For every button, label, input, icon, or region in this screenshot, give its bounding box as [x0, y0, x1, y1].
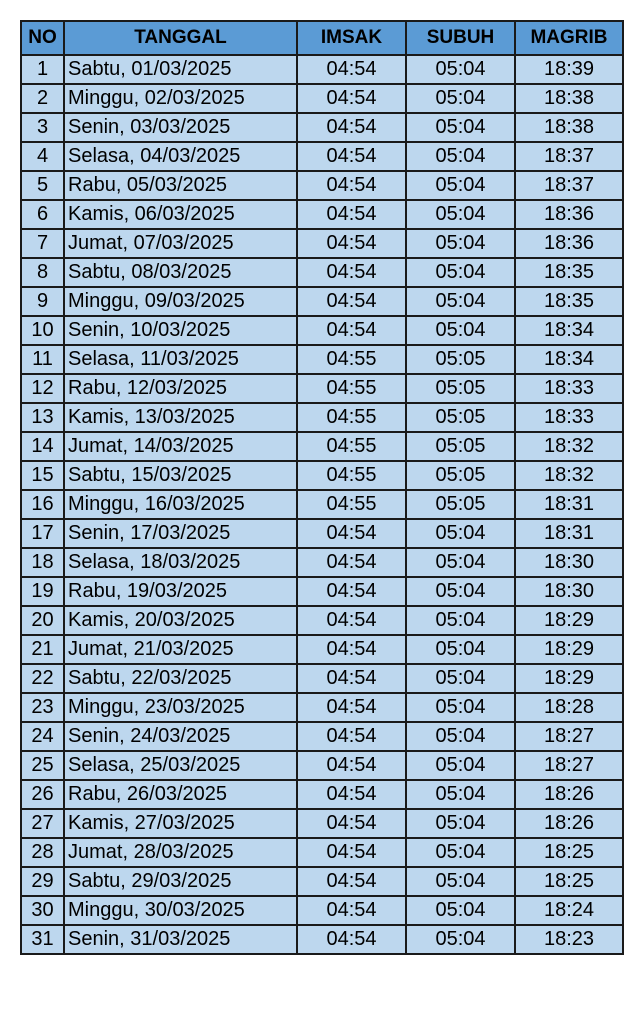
- column-header-tanggal: TANGGAL: [64, 21, 297, 55]
- schedule-sheet: [20, 20, 622, 955]
- cell-tanggal: Selasa, 25/03/2025: [64, 751, 297, 780]
- table-row: [21, 809, 623, 838]
- cell-imsak: 04:55: [297, 461, 406, 490]
- cell-tanggal: Senin, 10/03/2025: [64, 316, 297, 345]
- cell-no: 5: [21, 171, 64, 200]
- cell-imsak: 04:55: [297, 345, 406, 374]
- cell-imsak: 04:54: [297, 548, 406, 577]
- cell-tanggal: Selasa, 18/03/2025: [64, 548, 297, 577]
- cell-imsak: 04:54: [297, 635, 406, 664]
- cell-subuh: 05:04: [406, 693, 515, 722]
- table-row: [21, 200, 623, 229]
- cell-magrib: 18:29: [515, 664, 623, 693]
- column-header-no: NO: [21, 21, 64, 55]
- cell-no: 7: [21, 229, 64, 258]
- cell-imsak: 04:55: [297, 490, 406, 519]
- cell-magrib: 18:27: [515, 751, 623, 780]
- table-row: [21, 490, 623, 519]
- cell-no: 28: [21, 838, 64, 867]
- cell-subuh: 05:04: [406, 751, 515, 780]
- header-row: [21, 21, 623, 55]
- cell-subuh: 05:04: [406, 55, 515, 84]
- cell-magrib: 18:38: [515, 84, 623, 113]
- cell-magrib: 18:30: [515, 548, 623, 577]
- table-row: [21, 374, 623, 403]
- cell-magrib: 18:24: [515, 896, 623, 925]
- table-row: [21, 635, 623, 664]
- cell-no: 18: [21, 548, 64, 577]
- prayer-schedule-table: [20, 20, 624, 955]
- column-header-subuh: SUBUH: [406, 21, 515, 55]
- table-row: [21, 461, 623, 490]
- cell-no: 17: [21, 519, 64, 548]
- cell-tanggal: Rabu, 12/03/2025: [64, 374, 297, 403]
- cell-tanggal: Jumat, 28/03/2025: [64, 838, 297, 867]
- cell-subuh: 05:04: [406, 780, 515, 809]
- cell-magrib: 18:31: [515, 519, 623, 548]
- cell-tanggal: Jumat, 14/03/2025: [64, 432, 297, 461]
- cell-subuh: 05:04: [406, 838, 515, 867]
- table-row: [21, 838, 623, 867]
- cell-tanggal: Selasa, 11/03/2025: [64, 345, 297, 374]
- cell-subuh: 05:04: [406, 84, 515, 113]
- column-header-imsak: IMSAK: [297, 21, 406, 55]
- cell-no: 11: [21, 345, 64, 374]
- cell-imsak: 04:54: [297, 113, 406, 142]
- cell-subuh: 05:04: [406, 519, 515, 548]
- cell-no: 25: [21, 751, 64, 780]
- cell-subuh: 05:04: [406, 258, 515, 287]
- cell-subuh: 05:04: [406, 200, 515, 229]
- table-row: [21, 548, 623, 577]
- cell-imsak: 04:54: [297, 142, 406, 171]
- cell-tanggal: Jumat, 07/03/2025: [64, 229, 297, 258]
- cell-magrib: 18:37: [515, 142, 623, 171]
- cell-no: 31: [21, 925, 64, 954]
- cell-imsak: 04:54: [297, 229, 406, 258]
- cell-subuh: 05:04: [406, 867, 515, 896]
- table-row: [21, 258, 623, 287]
- table-body: [21, 55, 623, 954]
- cell-subuh: 05:05: [406, 374, 515, 403]
- cell-no: 15: [21, 461, 64, 490]
- cell-imsak: 04:54: [297, 896, 406, 925]
- cell-magrib: 18:27: [515, 722, 623, 751]
- cell-subuh: 05:04: [406, 577, 515, 606]
- cell-magrib: 18:35: [515, 287, 623, 316]
- cell-tanggal: Senin, 24/03/2025: [64, 722, 297, 751]
- cell-subuh: 05:04: [406, 664, 515, 693]
- cell-subuh: 05:04: [406, 229, 515, 258]
- cell-subuh: 05:05: [406, 432, 515, 461]
- cell-no: 6: [21, 200, 64, 229]
- cell-no: 10: [21, 316, 64, 345]
- cell-no: 21: [21, 635, 64, 664]
- table-row: [21, 229, 623, 258]
- table-row: [21, 896, 623, 925]
- cell-no: 4: [21, 142, 64, 171]
- cell-subuh: 05:05: [406, 490, 515, 519]
- cell-no: 19: [21, 577, 64, 606]
- cell-imsak: 04:54: [297, 171, 406, 200]
- cell-magrib: 18:25: [515, 838, 623, 867]
- cell-subuh: 05:04: [406, 113, 515, 142]
- cell-no: 22: [21, 664, 64, 693]
- table-header: [21, 21, 623, 55]
- cell-no: 1: [21, 55, 64, 84]
- cell-imsak: 04:54: [297, 867, 406, 896]
- cell-no: 13: [21, 403, 64, 432]
- cell-no: 16: [21, 490, 64, 519]
- cell-imsak: 04:54: [297, 200, 406, 229]
- cell-magrib: 18:37: [515, 171, 623, 200]
- cell-imsak: 04:55: [297, 374, 406, 403]
- cell-subuh: 05:04: [406, 925, 515, 954]
- cell-magrib: 18:36: [515, 229, 623, 258]
- table-row: [21, 867, 623, 896]
- table-row: [21, 693, 623, 722]
- cell-no: 12: [21, 374, 64, 403]
- cell-magrib: 18:32: [515, 432, 623, 461]
- table-row: [21, 113, 623, 142]
- cell-subuh: 05:04: [406, 142, 515, 171]
- table-row: [21, 142, 623, 171]
- cell-tanggal: Rabu, 05/03/2025: [64, 171, 297, 200]
- cell-no: 9: [21, 287, 64, 316]
- cell-magrib: 18:30: [515, 577, 623, 606]
- cell-tanggal: Sabtu, 22/03/2025: [64, 664, 297, 693]
- cell-magrib: 18:33: [515, 403, 623, 432]
- table-row: [21, 55, 623, 84]
- cell-imsak: 04:54: [297, 519, 406, 548]
- cell-imsak: 04:54: [297, 722, 406, 751]
- cell-imsak: 04:54: [297, 693, 406, 722]
- cell-imsak: 04:54: [297, 84, 406, 113]
- cell-no: 3: [21, 113, 64, 142]
- cell-magrib: 18:35: [515, 258, 623, 287]
- cell-magrib: 18:29: [515, 635, 623, 664]
- table-row: [21, 780, 623, 809]
- table-row: [21, 722, 623, 751]
- cell-no: 2: [21, 84, 64, 113]
- cell-subuh: 05:04: [406, 606, 515, 635]
- cell-magrib: 18:25: [515, 867, 623, 896]
- table-row: [21, 403, 623, 432]
- cell-imsak: 04:54: [297, 838, 406, 867]
- cell-magrib: 18:23: [515, 925, 623, 954]
- cell-imsak: 04:55: [297, 403, 406, 432]
- cell-magrib: 18:26: [515, 809, 623, 838]
- cell-imsak: 04:55: [297, 432, 406, 461]
- cell-subuh: 05:04: [406, 635, 515, 664]
- cell-magrib: 18:29: [515, 606, 623, 635]
- cell-tanggal: Rabu, 19/03/2025: [64, 577, 297, 606]
- cell-no: 26: [21, 780, 64, 809]
- cell-imsak: 04:54: [297, 606, 406, 635]
- cell-imsak: 04:54: [297, 55, 406, 84]
- table-row: [21, 751, 623, 780]
- column-header-magrib: MAGRIB: [515, 21, 623, 55]
- cell-no: 30: [21, 896, 64, 925]
- cell-subuh: 05:05: [406, 403, 515, 432]
- table-row: [21, 432, 623, 461]
- cell-tanggal: Kamis, 13/03/2025: [64, 403, 297, 432]
- cell-tanggal: Senin, 31/03/2025: [64, 925, 297, 954]
- cell-magrib: 18:34: [515, 345, 623, 374]
- table-row: [21, 925, 623, 954]
- cell-tanggal: Kamis, 20/03/2025: [64, 606, 297, 635]
- cell-magrib: 18:31: [515, 490, 623, 519]
- table-row: [21, 664, 623, 693]
- table-row: [21, 171, 623, 200]
- cell-no: 8: [21, 258, 64, 287]
- cell-tanggal: Minggu, 09/03/2025: [64, 287, 297, 316]
- cell-imsak: 04:54: [297, 780, 406, 809]
- cell-no: 24: [21, 722, 64, 751]
- table-row: [21, 287, 623, 316]
- cell-subuh: 05:04: [406, 548, 515, 577]
- cell-subuh: 05:04: [406, 896, 515, 925]
- cell-magrib: 18:38: [515, 113, 623, 142]
- cell-imsak: 04:54: [297, 577, 406, 606]
- cell-subuh: 05:04: [406, 809, 515, 838]
- table-row: [21, 84, 623, 113]
- cell-tanggal: Senin, 03/03/2025: [64, 113, 297, 142]
- table-row: [21, 577, 623, 606]
- cell-no: 27: [21, 809, 64, 838]
- cell-no: 14: [21, 432, 64, 461]
- cell-tanggal: Minggu, 16/03/2025: [64, 490, 297, 519]
- cell-magrib: 18:26: [515, 780, 623, 809]
- cell-tanggal: Minggu, 30/03/2025: [64, 896, 297, 925]
- cell-imsak: 04:54: [297, 258, 406, 287]
- cell-no: 23: [21, 693, 64, 722]
- cell-magrib: 18:28: [515, 693, 623, 722]
- cell-imsak: 04:54: [297, 287, 406, 316]
- cell-tanggal: Rabu, 26/03/2025: [64, 780, 297, 809]
- cell-tanggal: Senin, 17/03/2025: [64, 519, 297, 548]
- cell-magrib: 18:32: [515, 461, 623, 490]
- cell-magrib: 18:39: [515, 55, 623, 84]
- cell-tanggal: Minggu, 23/03/2025: [64, 693, 297, 722]
- cell-tanggal: Kamis, 27/03/2025: [64, 809, 297, 838]
- cell-subuh: 05:04: [406, 722, 515, 751]
- table-row: [21, 519, 623, 548]
- cell-tanggal: Sabtu, 01/03/2025: [64, 55, 297, 84]
- cell-subuh: 05:04: [406, 316, 515, 345]
- cell-tanggal: Sabtu, 15/03/2025: [64, 461, 297, 490]
- table-row: [21, 345, 623, 374]
- cell-no: 20: [21, 606, 64, 635]
- table-row: [21, 606, 623, 635]
- cell-subuh: 05:05: [406, 461, 515, 490]
- cell-imsak: 04:54: [297, 809, 406, 838]
- cell-tanggal: Kamis, 06/03/2025: [64, 200, 297, 229]
- cell-magrib: 18:36: [515, 200, 623, 229]
- cell-subuh: 05:05: [406, 345, 515, 374]
- cell-imsak: 04:54: [297, 751, 406, 780]
- cell-tanggal: Minggu, 02/03/2025: [64, 84, 297, 113]
- cell-imsak: 04:54: [297, 316, 406, 345]
- table-row: [21, 316, 623, 345]
- cell-subuh: 05:04: [406, 171, 515, 200]
- cell-imsak: 04:54: [297, 925, 406, 954]
- cell-subuh: 05:04: [406, 287, 515, 316]
- cell-tanggal: Selasa, 04/03/2025: [64, 142, 297, 171]
- cell-tanggal: Sabtu, 08/03/2025: [64, 258, 297, 287]
- cell-tanggal: Sabtu, 29/03/2025: [64, 867, 297, 896]
- cell-magrib: 18:33: [515, 374, 623, 403]
- cell-magrib: 18:34: [515, 316, 623, 345]
- cell-imsak: 04:54: [297, 664, 406, 693]
- cell-no: 29: [21, 867, 64, 896]
- cell-tanggal: Jumat, 21/03/2025: [64, 635, 297, 664]
